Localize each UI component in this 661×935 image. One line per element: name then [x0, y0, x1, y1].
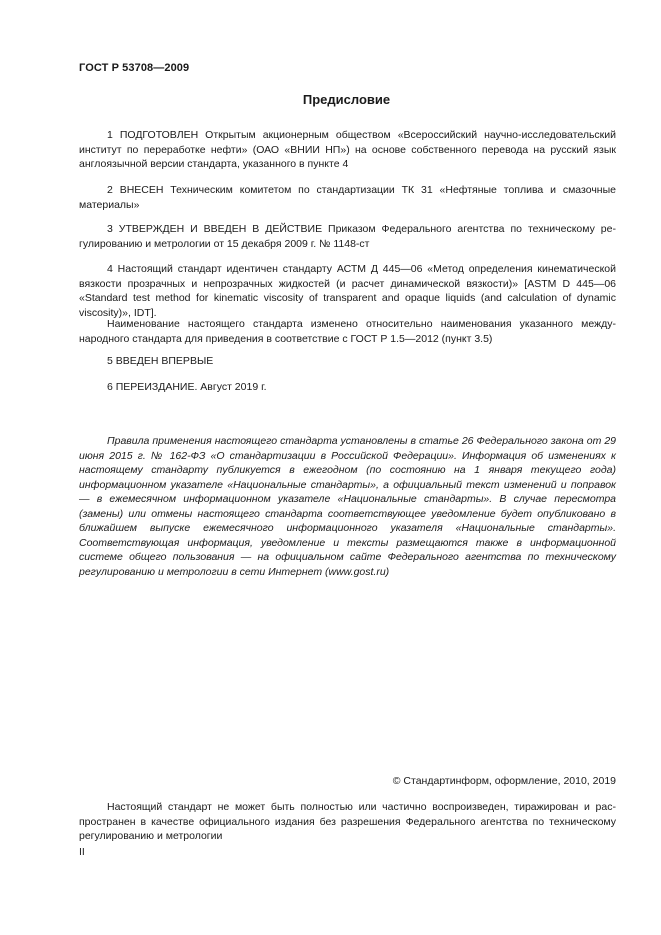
item-4-note-text: Наименование настоящего стандарта изменено относительно наименования указанного международного стандарта для приведения в соответствие с ГОСТ Р 1.5—2012 (пункт 3.5)	[79, 318, 616, 345]
item-5	[79, 354, 616, 369]
item-1	[79, 128, 616, 172]
page-number: II	[79, 846, 85, 858]
item-6	[79, 380, 616, 395]
item-2-text: 2 ВНЕСЕН Техническим комитетом по стандартизации ТК 31 «Нефтяные топлива и смазочные материалы»	[79, 184, 616, 211]
item-2	[79, 183, 616, 212]
item-3	[79, 222, 616, 251]
legal-notice	[79, 434, 616, 579]
legal-notice-text: Правила применения настоящего стандарта установлены в статье 26 Федерального закона от 29 июня 2015 г. № 162-ФЗ «О стандартизации в Российской Федерации». Информация об изменениях к настоящему стандарту публикуется в ежегодном (по состоянию на 1 января текущего года) информационном указателе «Национальные стандарты», а официальный текст изменений и поправок — в ежемесячном информационном указателе «Национальные стандарты». В случае пересмотра (замены) или отмены настоящего стандарта соответствующее уведомление будет опубликовано в ближайшем выпуске ежемесячного информационного указателя «Национальные стандарты». Соответствующая информация, уведомление и тексты размещаются также в информационной системе общего пользования — на официальном сайте Федерального агентства по техническому регулированию и метрологии в сети Интернет (www.gost.ru)	[79, 435, 616, 578]
item-1-text: 1 ПОДГОТОВЛЕН Открытым акционерным обществом «Всероссийский научно-исследовательский институт по переработке нефти» (ОАО «ВНИИ НП») на основе собственного перевода на русский язык англоязычной версии стандарта, указанного в пункте 4	[79, 129, 616, 170]
reproduction-notice	[79, 800, 616, 844]
item-4	[79, 262, 616, 320]
copyright: © Стандартинформ, оформление, 2010, 2019	[392, 775, 616, 787]
page-title: Предисловие	[302, 92, 391, 107]
item-4-note	[79, 317, 616, 346]
item-6-text: 6 ПЕРЕИЗДАНИЕ. Август 2019 г.	[107, 381, 267, 393]
document-code: ГОСТ Р 53708—2009	[79, 62, 190, 74]
item-5-text: 5 ВВЕДЕН ВПЕРВЫЕ	[107, 355, 214, 367]
item-3-text: 3 УТВЕРЖДЕН И ВВЕДЕН В ДЕЙСТВИЕ Приказом Федерального агентства по техническому регулированию и метрологии от 15 декабря 2009 г. № 1148-ст	[79, 223, 616, 250]
item-4-text: 4 Настоящий стандарт идентичен стандарту АСТМ Д 445—06 «Метод определения кинематической вязкости прозрачных и непрозрачных жидкостей (и расчет динамической вязкости)» [ASTM D 445—06 «Standard test method for kinematic viscosity of transparent and opaque liquids (and calculation of dynamic viscosity)», IDT].	[79, 263, 616, 319]
reproduction-notice-text: Настоящий стандарт не может быть полностью или частично воспроизведен, тиражирован и распространен в качестве официального издания без разрешения Федерального агентства по техническому регулированию и метрологии	[79, 801, 616, 842]
